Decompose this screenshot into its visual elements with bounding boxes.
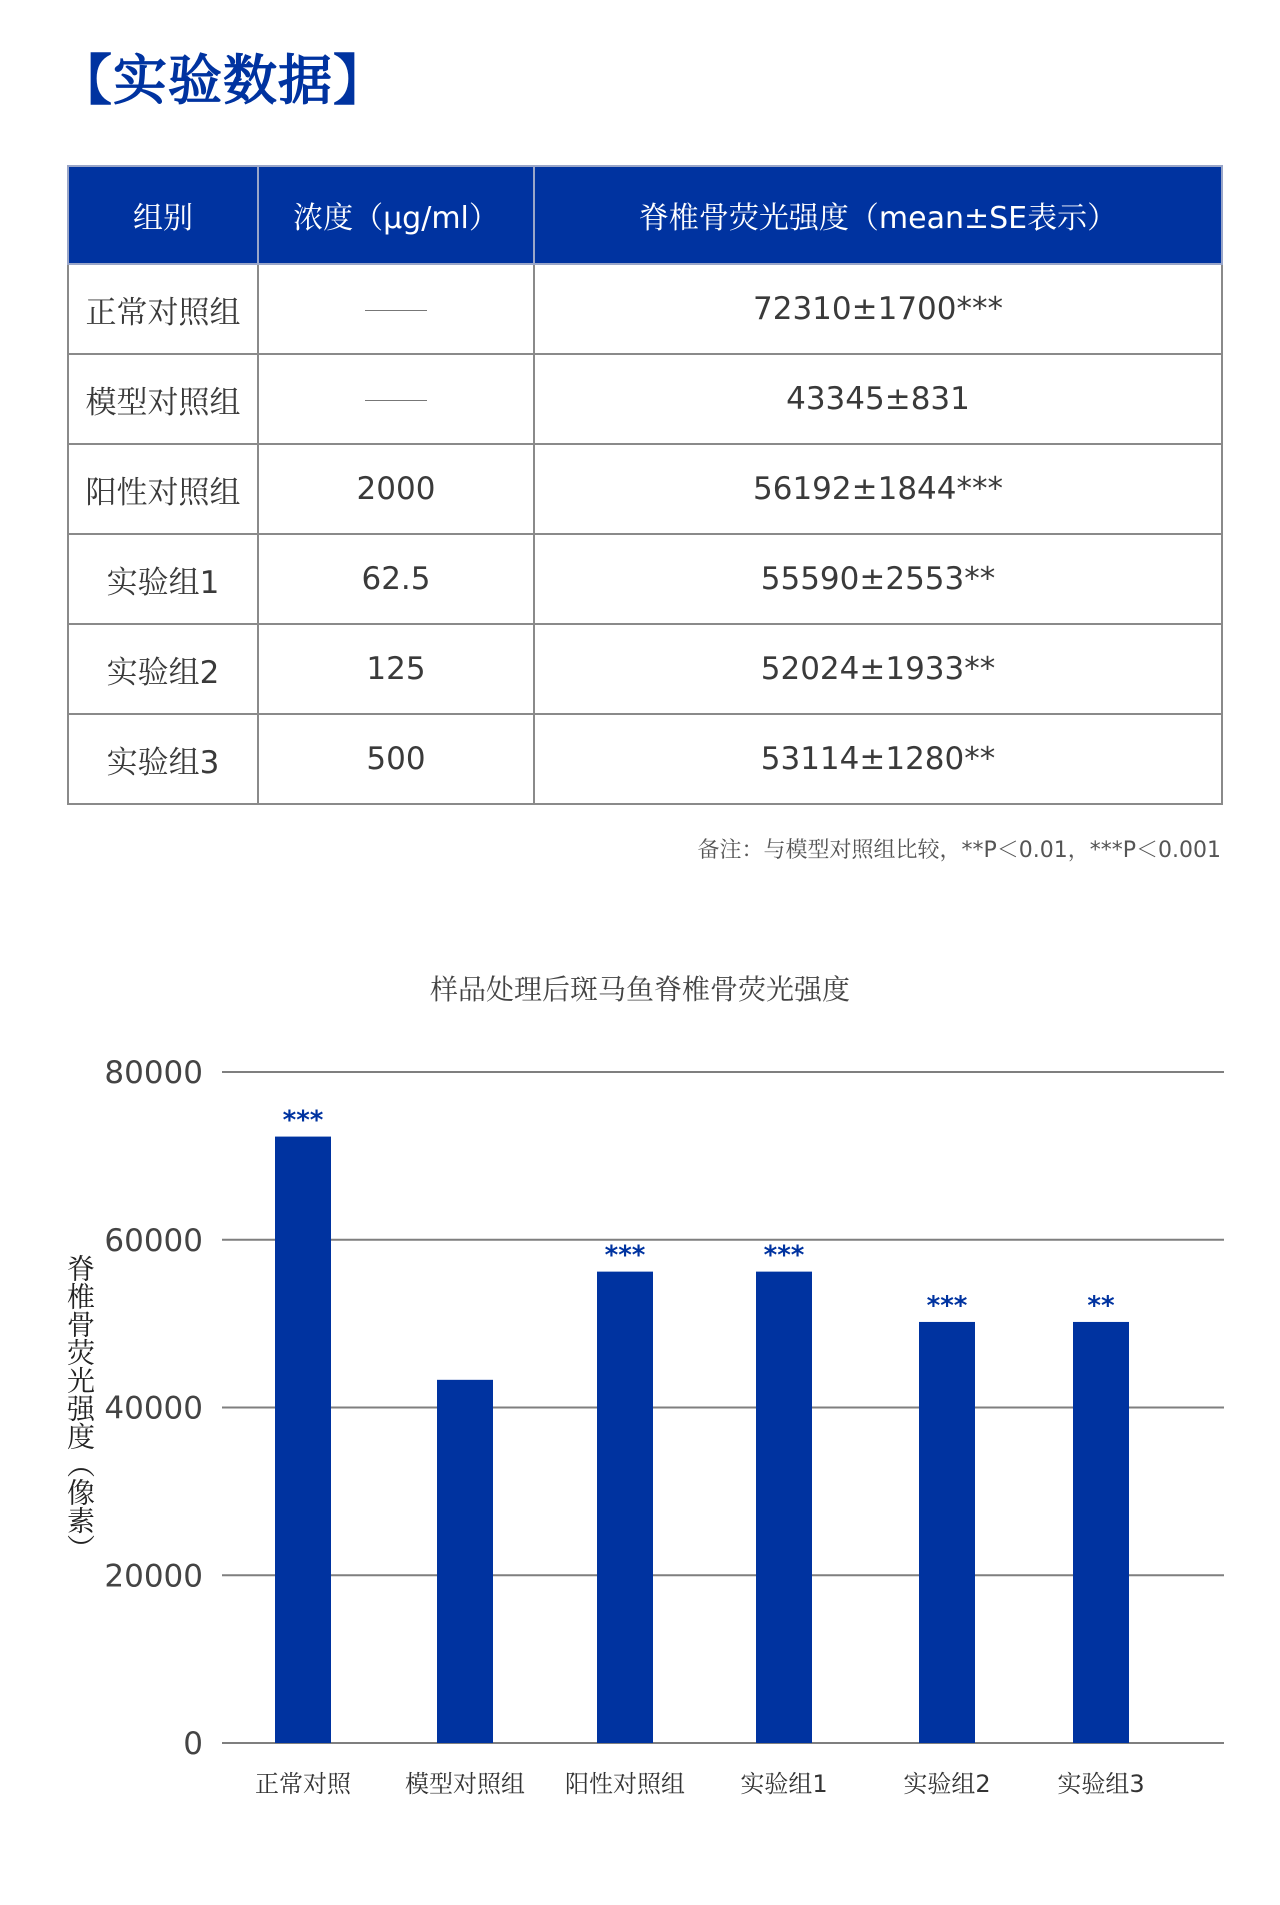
cell-intensity: 72310±1700***	[534, 264, 1222, 354]
significance-label: ***	[763, 1240, 805, 1271]
y-tick-label: 80000	[104, 1055, 203, 1091]
cell-concentration: 125	[258, 624, 534, 714]
table-footnote: 备注：与模型对照组比较，**P＜0.01，***P＜0.001	[697, 838, 1221, 863]
x-tick-label: 模型对照组	[405, 1770, 525, 1798]
y-tick-label: 40000	[104, 1390, 203, 1427]
y-tick-label: 60000	[104, 1222, 203, 1259]
bars	[275, 1137, 1129, 1743]
cell-group: 模型对照组	[68, 354, 258, 444]
x-tick-label: 实验组1	[740, 1770, 828, 1798]
bar	[756, 1272, 812, 1743]
header-group: 组别	[68, 166, 258, 264]
x-tick-label: 实验组3	[1057, 1770, 1145, 1798]
cell-intensity: 43345±831	[534, 354, 1222, 444]
bar	[919, 1322, 975, 1743]
x-tick-label: 正常对照	[255, 1770, 351, 1798]
chart-title: 样品处理后斑马鱼脊椎骨荧光强度	[429, 973, 850, 1006]
y-tick-label: 0	[183, 1726, 203, 1762]
cell-intensity: 53114±1280**	[534, 714, 1222, 804]
bar	[275, 1137, 331, 1743]
header-concentration: 浓度（μg/ml）	[258, 166, 534, 264]
section-title: 【实验数据】	[58, 49, 388, 112]
cell-intensity: 55590±2553**	[534, 534, 1222, 624]
cell-concentration: 62.5	[258, 534, 534, 624]
y-tick-label: 20000	[104, 1558, 203, 1595]
header-intensity: 脊椎骨荧光强度（mean±SE表示）	[534, 166, 1222, 264]
x-tick-label: 阳性对照组	[565, 1770, 685, 1798]
cell-intensity: 52024±1933**	[534, 624, 1222, 714]
cell-group: 实验组1	[68, 534, 258, 624]
y-axis-label: 脊椎骨荧光强度（像素）	[63, 1254, 96, 1562]
significance-label: ***	[282, 1105, 324, 1136]
x-tick-label: 实验组2	[903, 1770, 991, 1798]
cell-concentration: 2000	[258, 444, 534, 534]
cell-group: 实验组2	[68, 624, 258, 714]
cell-group: 实验组3	[68, 714, 258, 804]
x-tick-labels	[255, 1770, 1145, 1798]
bar	[597, 1272, 653, 1743]
significance-label: ***	[604, 1240, 646, 1271]
cell-group: 阳性对照组	[68, 444, 258, 534]
significance-labels	[283, 1106, 1115, 1321]
bar	[1073, 1322, 1129, 1743]
y-tick-labels	[104, 1055, 203, 1762]
cell-group: 正常对照组	[68, 264, 258, 354]
significance-label: ***	[926, 1290, 968, 1321]
cell-concentration: 500	[258, 714, 534, 804]
bar	[437, 1380, 493, 1743]
cell-intensity: 56192±1844***	[534, 444, 1222, 534]
significance-label: **	[1087, 1290, 1115, 1321]
